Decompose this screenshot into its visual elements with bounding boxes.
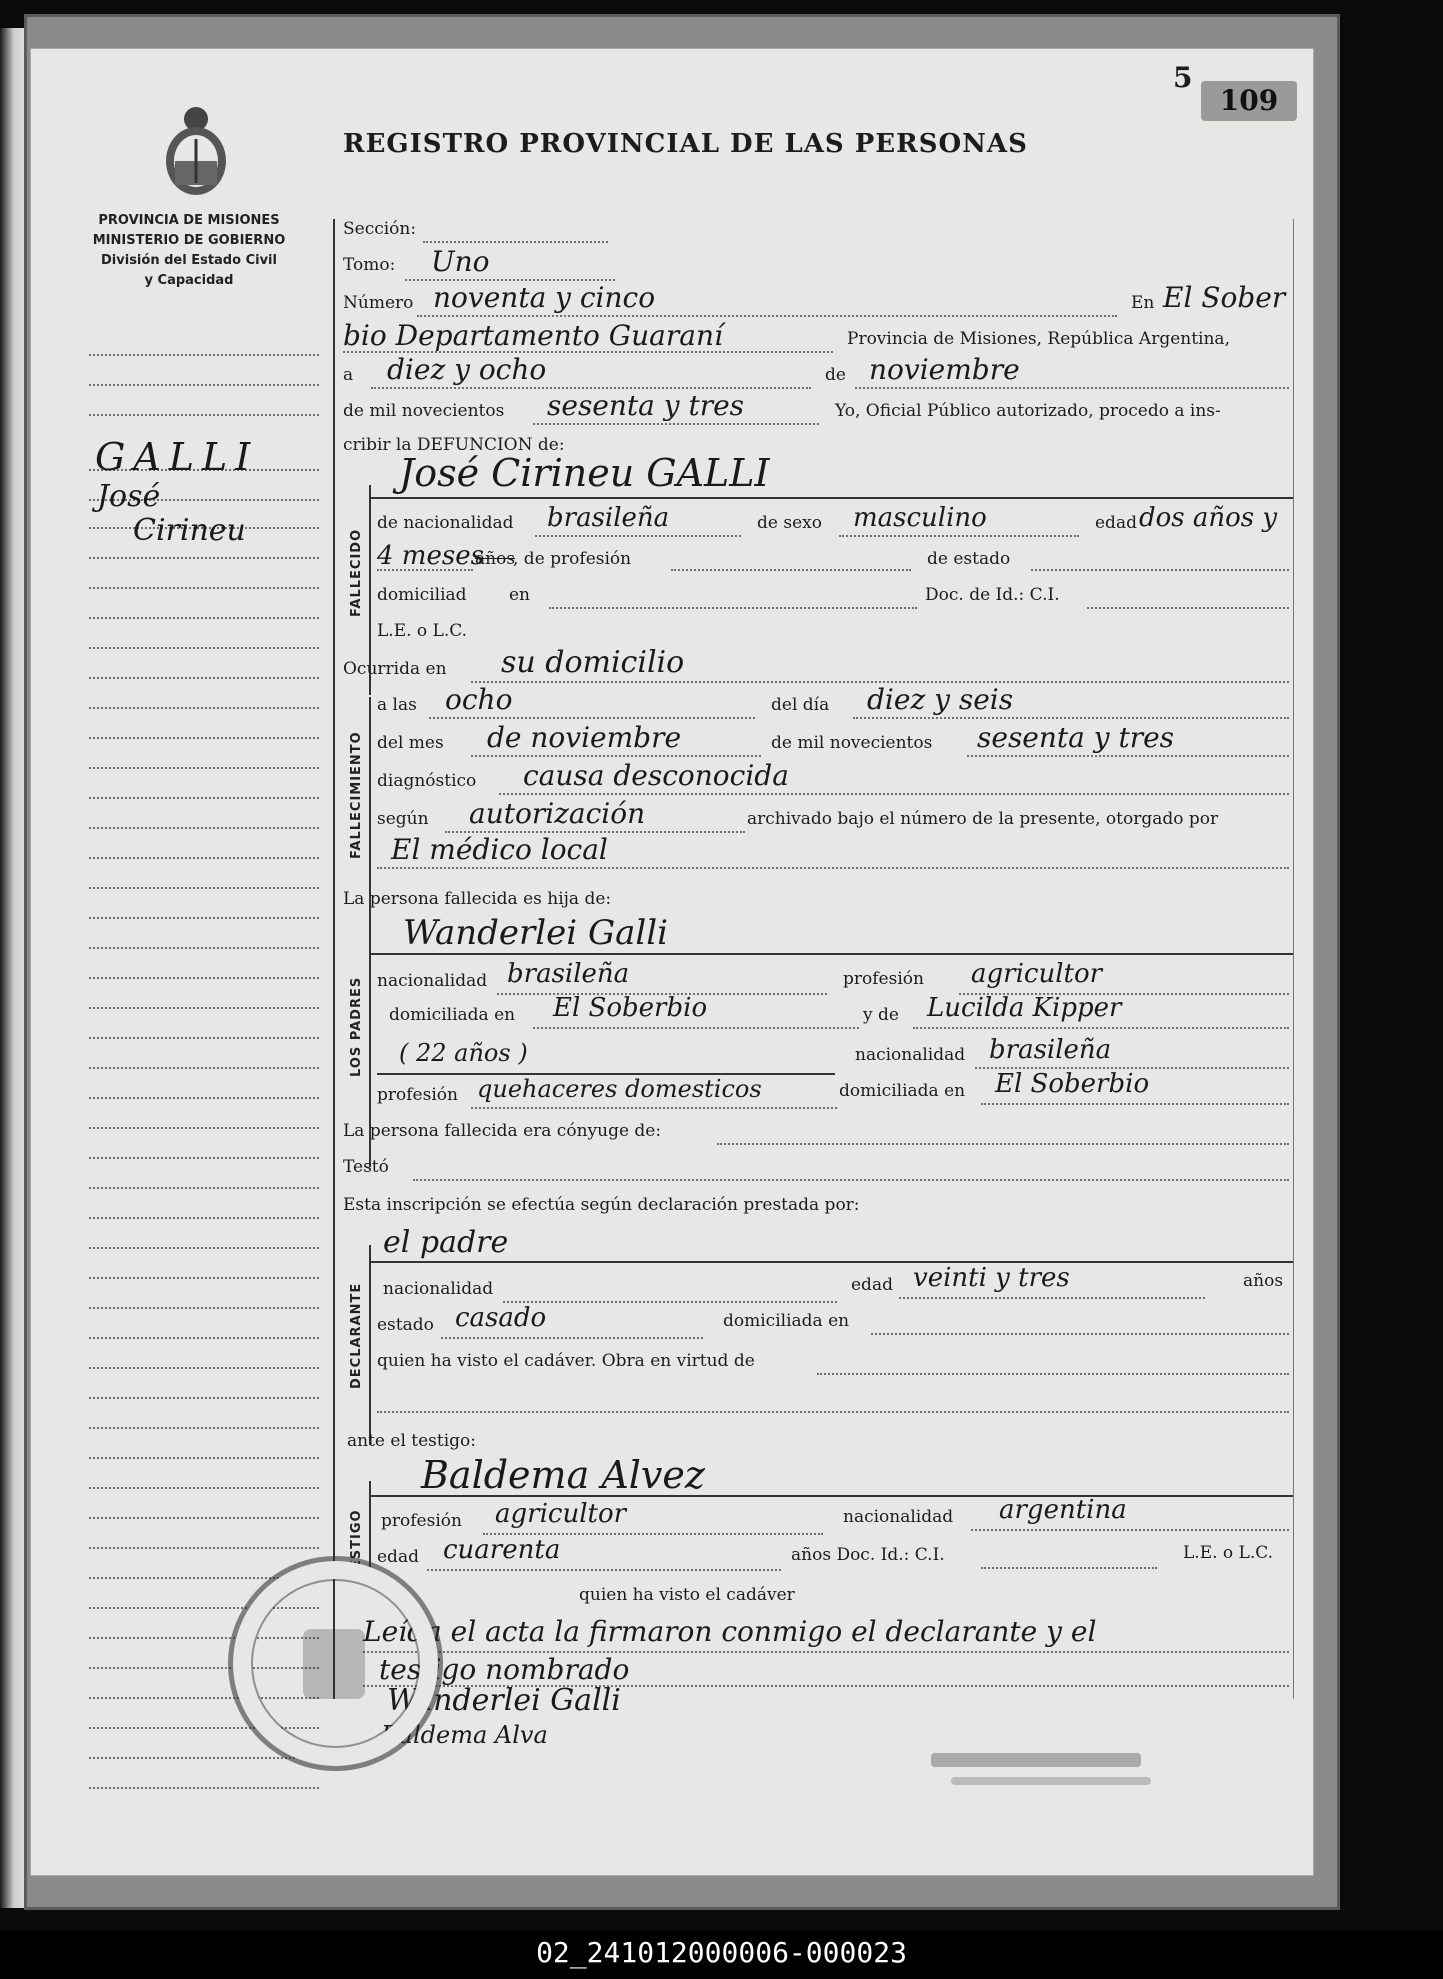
mother-name: Lucilda Kipper [927,993,1122,1023]
dia-value: diez y seis [867,683,1014,716]
profesion-label: , de profesión [513,549,632,569]
en-label: en [509,585,531,605]
testigo-edad-label: edad [377,1547,419,1567]
father-name: Wanderlei Galli [403,913,669,953]
diagnostico-label: diagnóstico [377,771,477,791]
testigo-doc-label: años Doc. Id.: C.I. [791,1545,945,1565]
segun-value: autorización [469,797,646,830]
signature-testigo: Baldema Alva [381,1721,548,1749]
padres-intro: La persona fallecida es hija de: [343,889,612,909]
deceased-name: José Cirineu GALLI [399,451,770,495]
authority-block [75,211,303,291]
segun-label: según [377,809,429,829]
otorgado-value: El médico local [391,833,608,866]
declarante-side-label: DECLARANTE [349,1282,364,1389]
page-title: REGISTRO PROVINCIAL DE LAS PERSONAS [343,129,1028,159]
signature-declarante: Wanderlei Galli [387,1683,621,1718]
mother-profesion-label: profesión [377,1085,458,1105]
authority-line: División del Estado Civil [101,253,277,268]
ano-label: de mil novecientos [771,733,933,753]
tomo-value: Uno [431,245,490,278]
ocurrida-value: su domicilio [501,645,685,680]
declarante-name: el padre [383,1225,509,1260]
official-stamp-title [951,1777,1151,1785]
officer-text: Yo, Oficial Público autorizado, procedo a ins- [835,401,1221,421]
declarante-estado-value: casado [455,1303,547,1333]
father-age: ( 22 años ) [399,1039,528,1067]
testigo-le-label: L.E. o L.C. [1183,1543,1274,1563]
nacionalidad-label: de nacionalidad [377,513,514,533]
numero-label: Número [343,293,414,313]
fallecimiento-side-label: FALLECIMIENTO [349,731,364,859]
declarante-nacionalidad-label: nacionalidad [383,1279,494,1299]
sexo-value: masculino [853,503,987,533]
testigo-name: Baldema Alvez [421,1453,705,1497]
nacionalidad-value: brasileña [547,503,670,533]
hora-label: a las [377,695,417,715]
conyuge-label: La persona fallecida era cónyuge de: [343,1121,662,1141]
mother-domicilio-value: El Soberbio [995,1069,1150,1099]
inscribe-text: cribir la DEFUNCION de: [343,435,565,455]
authority-line: y Capacidad [144,273,234,288]
doc-label: Doc. de Id.: C.I. [925,585,1060,605]
testigo-nacionalidad-label: nacionalidad [843,1507,954,1527]
testigo-side-label: TESTIGO [349,1509,364,1579]
father-nacionalidad-label: nacionalidad [377,971,488,991]
father-profesion-value: agricultor [971,959,1103,989]
testigo-nacionalidad-value: argentina [999,1495,1127,1525]
father-domicilio-value: El Soberbio [553,993,708,1023]
le-label: L.E. o L.C. [377,621,468,641]
margin-given-name: José [97,479,161,514]
testigo-profesion-label: profesión [381,1511,462,1531]
testigo-edad-value: cuarenta [443,1535,561,1565]
year-prefix: de mil novecientos [343,401,505,421]
domiciliado-label: domiciliad [377,585,467,605]
mother-nacionalidad-value: brasileña [989,1035,1112,1065]
seccion-label: Sección: [343,219,417,239]
dia-label: del día [771,695,830,715]
declarante-visto-text: quien ha visto el cadáver. Obra en virtud de [377,1351,755,1371]
authority-line: MINISTERIO DE GOBIERNO [92,233,286,248]
en-value: El Sober [1163,281,1286,314]
footer-image-id: 02_241012000006-000023 [536,1936,907,1969]
ocurrida-label: Ocurrida en [343,659,447,679]
sexo-label: de sexo [757,513,822,533]
coat-of-arms-icon [159,103,233,203]
y-de-label: y de [863,1005,899,1025]
edad-value-continued: 4 meses [377,541,484,571]
page-number-stamp: 109 [1201,81,1297,121]
register-page [30,48,1314,1876]
testo-label: Testó [343,1157,389,1177]
declarante-anos-label: años [1243,1271,1284,1291]
mes-label: del mes [377,733,444,753]
hora-value: ocho [445,683,513,716]
edad-label: edad [1095,513,1137,533]
declarante-edad-label: edad [851,1275,893,1295]
footer-bar [0,1930,1443,1979]
de-label: de [825,365,846,385]
mother-domicilio-label: domiciliada en [839,1081,966,1101]
fallecido-side-label: FALLECIDO [349,528,364,617]
province-text: Provincia de Misiones, República Argentina, [847,329,1230,349]
padres-side-label: LOS PADRES [349,976,364,1077]
declaracion-intro: Esta inscripción se efectúa según declaración prestada por: [343,1195,860,1215]
official-round-seal-icon [228,1556,443,1771]
month-value: noviembre [869,353,1020,386]
day-value: diez y ocho [387,353,547,386]
edad-value: dos años y [1139,503,1278,533]
margin-surname: GALLI [95,435,259,479]
mes-value: de noviembre [487,721,682,754]
estado-label: de estado [927,549,1011,569]
testigo-visto-text: quien ha visto el cadáver [579,1585,795,1605]
mother-nacionalidad-label: nacionalidad [855,1045,966,1065]
place-value: bio Departamento Guaraní [343,319,723,352]
tomo-label: Tomo: [343,255,396,275]
closing-line-2: testigo nombrado [379,1653,630,1686]
numero-value: noventa y cinco [433,281,656,314]
mother-profesion-value: quehaceres domesticos [477,1075,762,1103]
declarante-edad-value: veinti y tres [913,1263,1070,1293]
testigo-profesion-value: agricultor [495,1499,627,1529]
testigo-intro: ante el testigo: [347,1431,477,1451]
ano-value: sesenta y tres [977,721,1175,754]
en-label: En [1131,293,1155,313]
diagnostico-value: causa desconocida [523,759,789,792]
archivado-text: archivado bajo el número de la presente, otorgado por [747,809,1219,829]
margin-given-name: Cirineu [133,513,246,548]
declarante-domicilio-label: domiciliada en [723,1311,850,1331]
a-label: a [343,365,354,385]
father-nacionalidad-value: brasileña [507,959,630,989]
father-profesion-label: profesión [843,969,924,989]
closing-line-1: Leída el acta la firmaron conmigo el declarante y el [363,1615,1097,1648]
anos-struck: años [475,549,516,569]
official-stamp-signature [931,1753,1141,1767]
declarante-estado-label: estado [377,1315,434,1335]
page-number-small: 5 [1173,61,1193,94]
year-value: sesenta y tres [547,389,745,422]
authority-line: PROVINCIA DE MISIONES [98,213,280,228]
father-domicilio-label: domiciliada en [389,1005,516,1025]
seal-emblem-icon [303,1629,365,1699]
